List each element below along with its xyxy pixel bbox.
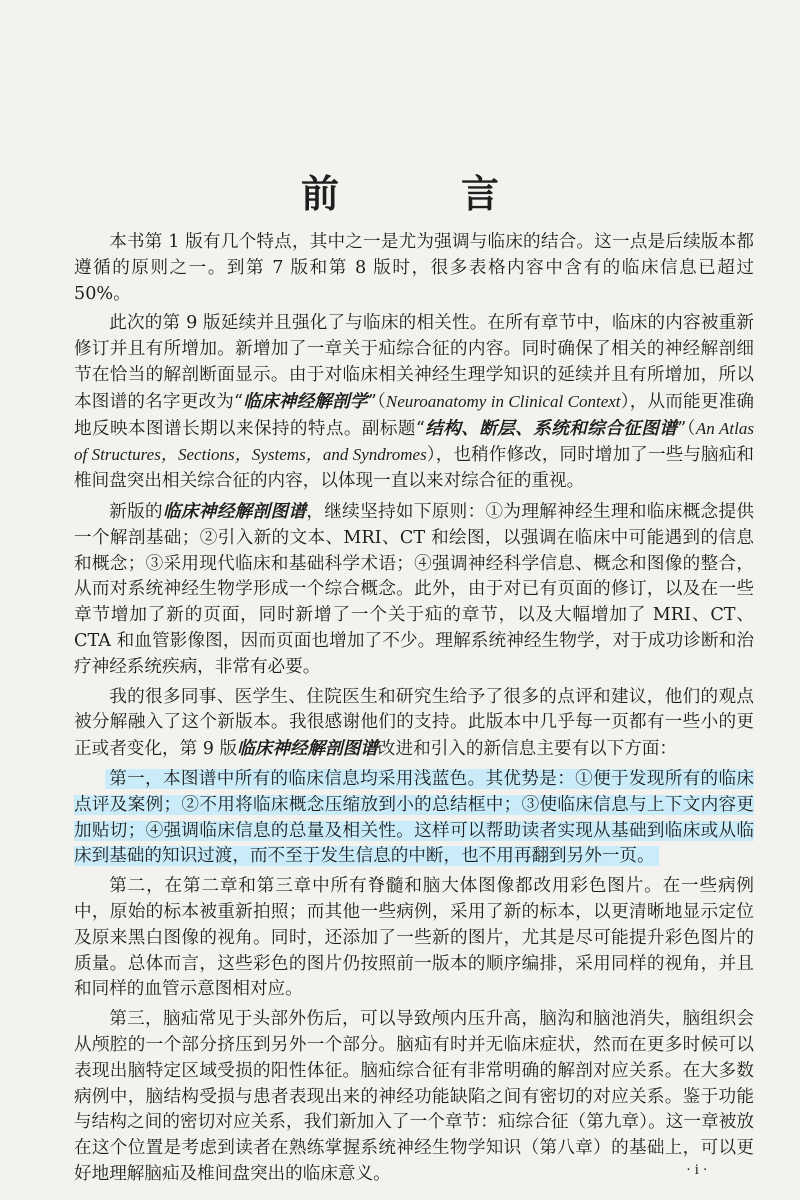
paragraph-5 — [74, 767, 754, 870]
text-run: 我的很多同事、医学生、住院医生和研究生给予了很多的点评和建议，他们的观点被分解融入了这个新版本。我很感谢他们的支持。此版本中几乎每一页都有一些小的更正或者变化，第 9 版 — [74, 686, 754, 760]
text-run: 第二，在第二章和第三章中所有脊髓和脑大体图像都改用彩色图片。在一些病例中，原始的标本被重新拍照；而其他一些病例，采用了新的标本，以更清晰地显示定位及原来黑白图像的视角。同时，还添加了一些新的图片，尤其是尽可能提升彩色图片的质量。总体而言，这些彩色的图片仍按照前一版本的顺序编排，采用同样的视角，并且和同样的血管示意图相对应。 — [74, 876, 754, 1000]
paragraph-3 — [74, 499, 754, 681]
paragraph-2 — [74, 311, 754, 495]
book-title-emphasis: 临床神经解剖学 — [243, 390, 368, 412]
text-run: 第一，本图谱中所有的临床信息均采用浅蓝色。其优势是：①便于发现所有的临床点评及案例；②不用将临床概念压缩放到小的总结框中；③使临床信息与上下文内容更加贴切；④强调临床信息的总量及相关性。这样可以帮助读者实现从基础到临床或从临床到基础的知识过渡，而不至于发生信息的中断，也不用再翻到另外一页。 — [74, 768, 754, 867]
book-title-emphasis: 临床神经解剖图谱 — [237, 738, 378, 760]
text-run: ），从而能更准确地反映本图谱长期以来保持的特点。副标题“ — [74, 391, 754, 439]
paragraph-6 — [74, 874, 754, 1003]
text-run: ），也稍作修改，同时增加了一些与脑疝和椎间盘突出相关综合征的内容，以体现一直以来对综合征的重视。 — [74, 445, 755, 492]
text-run: 新版的 — [109, 501, 163, 522]
paragraph-7 — [74, 1007, 754, 1188]
text-run: ”（ — [367, 391, 386, 412]
book-title-emphasis: 结构、断层、系统和综合征图谱 — [424, 417, 678, 439]
page-title: 前 言 — [300, 172, 541, 216]
text-run: ”（ — [677, 418, 696, 439]
text-run: 改进和引入的新信息主要有以下方面： — [377, 739, 678, 760]
text-run: ，继续坚持如下原则：①为理解神经生理和临床概念提供一个解剖基础；②引入新的文本、MRI、CT 和绘图，以强调在临床中可能遇到的信息和概念；③采用现代临床和基础科学术语；④强调神经科学信息、概念和图像的整合，从而对系统神经生物学形成一个综合概念。此外，由于对已有页面的修订，以及在一些章节增加了新的页面，同时新增了一个关于疝的章节，以及大幅增加了 MRI、CT、CTA 和血管影像图，因而页面也增加了不少。理解系统神经生物学，对于成功诊断和治疗神经系统疾病，非常有必要。 — [74, 501, 754, 677]
paragraph-1 — [74, 230, 754, 307]
body-text — [74, 230, 754, 1188]
text-run: 此次的第 9 版延续并且强化了与临床的相关性。在所有章节中，临床的内容被重新修订并且有所增加。新增加了一章关于疝综合征的内容。同时确保了相关的神经解剖细节在恰当的解剖断面显示。由于对临床相关神经生理学知识的延续并且有所增加，所以本图谱的名字更改为“ — [74, 313, 754, 412]
clinical-info-highlight — [74, 769, 754, 866]
english-title: Neuroanatomy in Clinical Context — [385, 391, 621, 411]
text-run: 本书第 1 版有几个特点，其中之一是尤为强调与临床的结合。这一点是后续版本都遵循的原则之一。到第 7 版和第 8 版时，很多表格内容中含有的临床信息已超过 50%。 — [74, 232, 754, 304]
paragraph-4 — [74, 685, 754, 763]
book-title-emphasis: 临床神经解剖图谱 — [162, 500, 307, 522]
page-number: · i · — [686, 1162, 708, 1178]
english-title: An Atlas of Structures，Sections，Systems，and Syndromes — [74, 418, 754, 465]
text-run: 第三，脑疝常见于头部外伤后，可以导致颅内压升高，脑沟和脑池消失，脑组织会从颅腔的一个部分挤压到另外一个部分。脑疝有时并无临床症状，然而在更多时候可以表现出脑特定区域受损的阳性体征。脑疝综合征有非常明确的解剖对应关系。在大多数病例中，脑结构受损与患者表现出来的神经功能缺陷之间有密切的对应关系。鉴于功能与结构之间的密切对应关系，我们新加入了一个章节：疝综合征（第九章）。这一章被放在这个位置是考虑到读者在熟练掌握系统神经生物学知识（第八章）的基础上，可以更好地理解脑疝及椎间盘突出的临床意义。 — [74, 1009, 754, 1184]
